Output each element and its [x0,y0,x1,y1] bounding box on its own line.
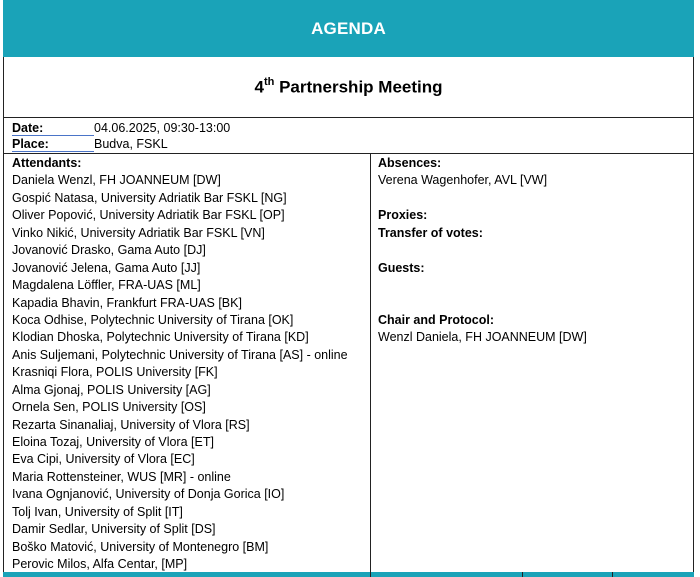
spacer [378,242,688,259]
meeting-info-block [3,118,694,154]
attendant-item: Damir Sedlar, University of Split [DS] [12,522,216,537]
attendant-item: Perovic Milos, Alfa Centar, [MP] [12,557,188,572]
attendant-item: Gospić Natasa, University Adriatik Bar FSKL [NG] [12,190,287,205]
attendant-item: Kapadia Bhavin, Frankfurt FRA-UAS [BK] [12,295,242,310]
attendant-item: Oliver Popović, University Adriatik Bar FSKL [OP] [12,208,285,223]
transfer-of-votes-heading: Transfer of votes: [378,225,483,240]
agenda-header-bar [3,0,694,57]
attendant-item: Jovanović Jelena, Gama Auto [JJ] [12,260,201,275]
meeting-title [255,77,443,98]
footer-cell-divider [370,572,371,577]
place-line [12,136,168,153]
attendant-item: Ornela Sen, POLIS University [OS] [12,400,206,415]
proxies-heading: Proxies: [378,208,428,223]
attendants-heading: Attendants: [12,156,82,170]
attendant-item: Ivana Ognjanović, University of Donja Gorica [IO] [12,487,285,502]
meeting-title-text: Partnership Meeting [274,77,443,97]
footer-color-bar [3,572,694,577]
attendant-item: Vinko Nikić, University Adriatik Bar FSKL [VN] [12,225,265,240]
meeting-title-row [3,57,694,118]
spacer [378,295,688,312]
agenda-title: AGENDA [311,18,386,38]
meeting-number-suffix: th [263,75,275,88]
absences-value: Verena Wagenhofer, AVL [VW] [378,173,548,188]
attendant-item: Tolj Ivan, University of Split [IT] [12,504,183,519]
footer-cell-divider [522,572,523,577]
meeting-number: 4 [254,77,264,97]
place-label: Place: [12,137,94,152]
attendants-column [12,155,367,574]
spacer [378,277,688,294]
date-line [12,120,230,137]
roles-column [378,155,688,347]
attendant-item: Maria Rottensteiner, WUS [MR] - online [12,469,231,484]
spacer [378,190,688,207]
chair-protocol-value: Wenzl Daniela, FH JOANNEUM [DW] [378,330,587,345]
attendance-table [3,154,694,577]
attendant-item: Jovanović Drasko, Gama Auto [DJ] [12,243,206,258]
attendant-item: Eva Cipi, University of Vlora [EC] [12,452,195,467]
absences-heading: Absences: [378,156,442,170]
date-label: Date: [12,121,94,136]
guests-heading: Guests: [378,260,425,275]
attendant-item: Eloina Tozaj, University of Vlora [ET] [12,435,214,449]
attendant-item: Magdalena Löffler, FRA-UAS [ML] [12,278,201,293]
date-value: 04.06.2025, 09:30-13:00 [94,121,231,135]
attendant-item: Rezarta Sinanaliaj, University of Vlora [RS] [12,417,250,432]
attendant-item: Boško Matović, University of Montenegro [BM] [12,539,269,554]
attendant-item: Krasniqi Flora, POLIS University [FK] [12,365,218,380]
attendants-list [12,172,367,573]
attendant-item: Daniela Wenzl, FH JOANNEUM [DW] [12,173,221,188]
column-divider [370,154,371,577]
footer-cell-divider [612,572,613,577]
place-value: Budva, FSKL [94,137,168,151]
chair-protocol-heading: Chair and Protocol: [378,312,494,327]
attendant-item: Klodian Dhoska, Polytechnic University of Tirana [KD] [12,330,309,345]
attendant-item: Alma Gjonaj, POLIS University [AG] [12,382,211,397]
attendant-item: Anis Suljemani, Polytechnic University of Tirana [AS] - online [12,347,348,362]
attendant-item: Koca Odhise, Polytechnic University of Tirana [OK] [12,312,294,327]
